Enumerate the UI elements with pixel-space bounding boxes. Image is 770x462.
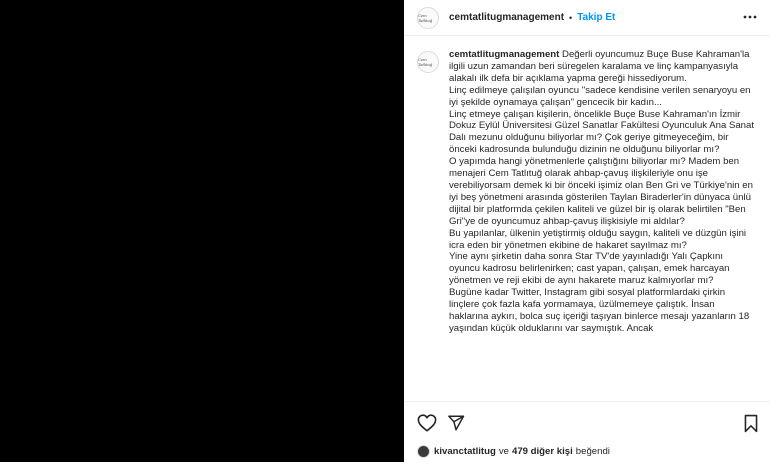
likes-count-link[interactable]: 479 diğer kişi: [511, 445, 573, 457]
caption-text: [449, 49, 755, 401]
likes-summary: [417, 444, 610, 458]
caption-paragraph: Yine aynı şirketin daha sonra Star TV'de yayınladığı Yalı Çapkını oyuncu kadrosu belirlenirken; cast yapan, çalışan, emek harcayan yönetmen ve reji ekibi de aynı hakarete maruz kalmıyorlar mı?: [449, 251, 730, 287]
caption-username-link[interactable]: cemtatlitugmanagement: [449, 49, 560, 60]
avatar-logo: Cem Tatlıtuğ: [418, 12, 433, 23]
send-icon[interactable]: [445, 412, 467, 434]
post-header: [404, 0, 770, 36]
caption-paragraph: [449, 49, 755, 85]
caption-paragraph: Linç edilmeye çalışılan oyuncu "sadece kendisine verilen senaryoyu en iyi şekilde oynamaya çalışan" gencecik bir kadın...: [449, 84, 751, 108]
header-separator: •: [569, 12, 573, 23]
caption-paragraph: Linç etmeye çalışan kişilerin, öncelikle Buçe Buse Kahraman'ın İzmir Dokuz Eylül Üniversitesi Güzel Sanatlar Fakültesi Oyunculuk Ana Sanat Dalı mezunu olduğunu biliyorlar mı? Çok geriye gitmeyeceğim, bir önceki kadrosunda bulunduğu dizinin ne olduğunu biliyorlar mı?: [449, 108, 755, 156]
caption-author-avatar[interactable]: [417, 51, 439, 73]
heart-icon[interactable]: [416, 412, 438, 434]
caption-paragraph: O yapımda hangi yönetmenlerle çalıştığını biliyorlar mı? Madem ben menajeri Cem Tatlıtuğ olarak ahbap-çavuş ilişkileriyle onu işe verebiliyorsam demek ki bir önceki işimiz olan Ben Gri ve Türkiye'nin en iyi beş yönetmeni arasında gösterilen Taylan Biraderler'in dünyaca ünlü dijital bir platformda çekilen kaliteli ve güzel bir iş olarak belirtilen "Ben Gri"ye de oyuncumuz ahbap-çavuş ilişkisiyle mi aldılar?: [449, 156, 753, 227]
liker-username-link[interactable]: kivanctatlitug: [434, 445, 496, 457]
follow-button[interactable]: Takip Et: [577, 12, 616, 23]
caption-paragraph: Bugüne kadar Twitter, Instagram gibi sosyal platformlardaki çirkin linçlere çok fazla kafa yormamaya, üzülmemeye çalıştık. İnsan haklarına aykırı, bolca suç içeriği taşıyan binlerce mesajı yazanların 18 yaşından küçük olduklarını var saymıştık. Ancak: [449, 287, 750, 334]
caption-block: [417, 49, 763, 401]
bookmark-icon[interactable]: [740, 412, 762, 434]
likes-connector: ve: [498, 445, 509, 457]
author-username-link[interactable]: cemtatlitugmanagement: [449, 12, 565, 23]
liker-avatar[interactable]: [417, 445, 430, 458]
post-actions: [416, 412, 762, 434]
likes-suffix: beğendi: [575, 445, 610, 457]
caption-paragraph: Bu yapılanlar, ülkenin yetiştirmiş olduğu saygın, kaliteli ve düzgün işini icra eden bir yönetmen ekibine de hakaret sayılmaz mı?: [449, 227, 747, 251]
more-options-icon[interactable]: [742, 9, 758, 25]
post-side-panel: [404, 0, 770, 462]
caption-paragraph-text: Değerli oyuncumuz Buçe Buse Kahraman'la ilgili uzun zamandan beri süregelen karalama ve linç kampanyasıyla alakalı ilk defa bir açıklama yapma gereği hissediyorum.: [449, 49, 750, 84]
actions-divider: [404, 401, 770, 402]
author-avatar[interactable]: [417, 7, 439, 29]
caption-avatar-logo: Cem Tatlıtuğ: [418, 57, 433, 67]
